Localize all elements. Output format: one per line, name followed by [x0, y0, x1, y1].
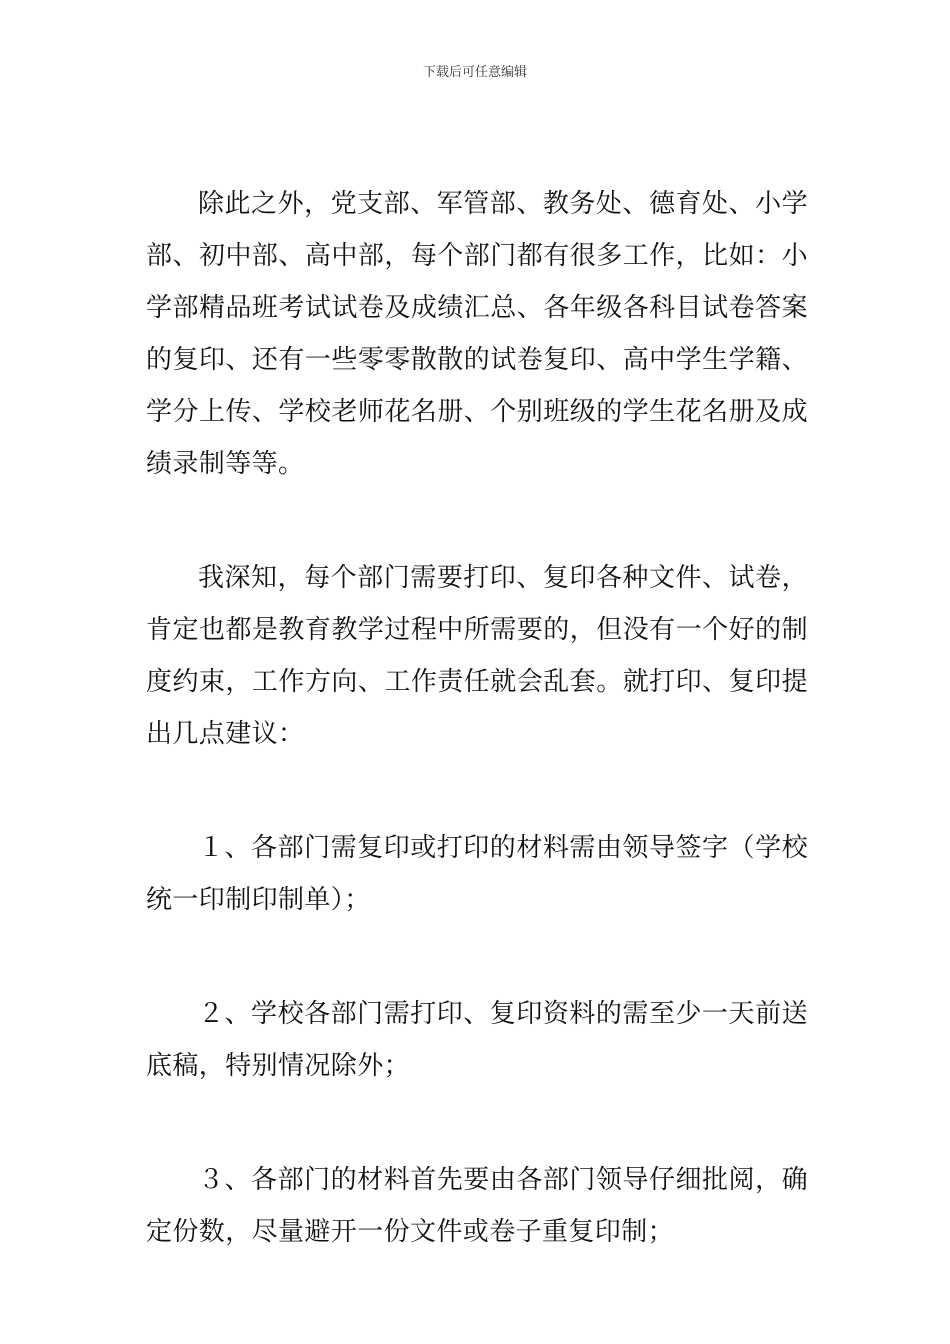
suggestion-item-3: ３、各部门的材料首先要由各部门领导仔细批阅，确定份数，尽量避开一份文件或卷子重复印制；	[146, 1165, 808, 1247]
document-body	[146, 178, 808, 1258]
suggestion-item-2: ２、学校各部门需打印、复印资料的需至少一天前送底稿，特别情况除外；	[146, 999, 808, 1081]
paragraph-suggestions-intro: 我深知，每个部门需要打印、复印各种文件、试卷，肯定也都是教育教学过程中所需要的，但没有一个好的制度约束，工作方向、工作责任就会乱套。就打印、复印提出几点建议：	[146, 563, 808, 749]
suggestion-item-1: １、各部门需复印或打印的材料需由领导签字（学校统一印制印制单）；	[146, 833, 808, 915]
paragraph-departments-workload: 除此之外，党支部、军管部、教务处、德育处、小学部、初中部、高中部，每个部门都有很多工作，比如：小学部精品班考试试卷及成绩汇总、各年级各科目试卷答案的复印、还有一些零零散散的试卷复印、高中学生学籍、学分上传、学校老师花名册、个别班级的学生花名册及成绩录制等等。	[146, 189, 808, 479]
page-header-note: 下载后可任意编辑	[422, 65, 527, 80]
